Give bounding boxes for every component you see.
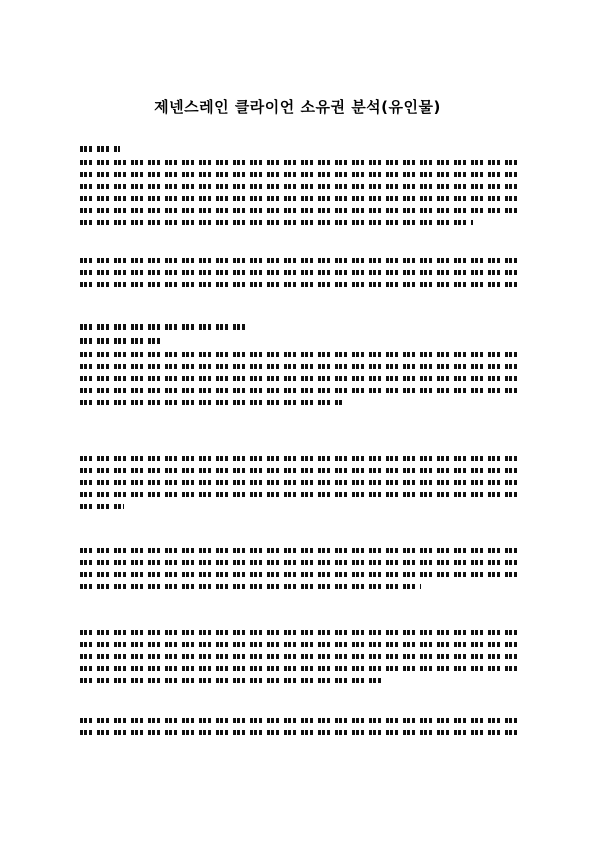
body-paragraph-4	[80, 630, 517, 690]
document-title: 제넨스레인 클라이언 소유권 분석(유인물)	[154, 98, 441, 116]
body-paragraph-2	[80, 456, 517, 516]
body-paragraph-5	[80, 718, 517, 742]
intro-heading	[80, 146, 120, 159]
section-heading	[80, 324, 250, 337]
intro-paragraph-2	[80, 258, 517, 294]
body-paragraph-1	[80, 352, 517, 412]
body-paragraph-3	[80, 548, 517, 596]
intro-paragraph-1	[80, 160, 517, 232]
subsection-heading	[80, 338, 160, 351]
